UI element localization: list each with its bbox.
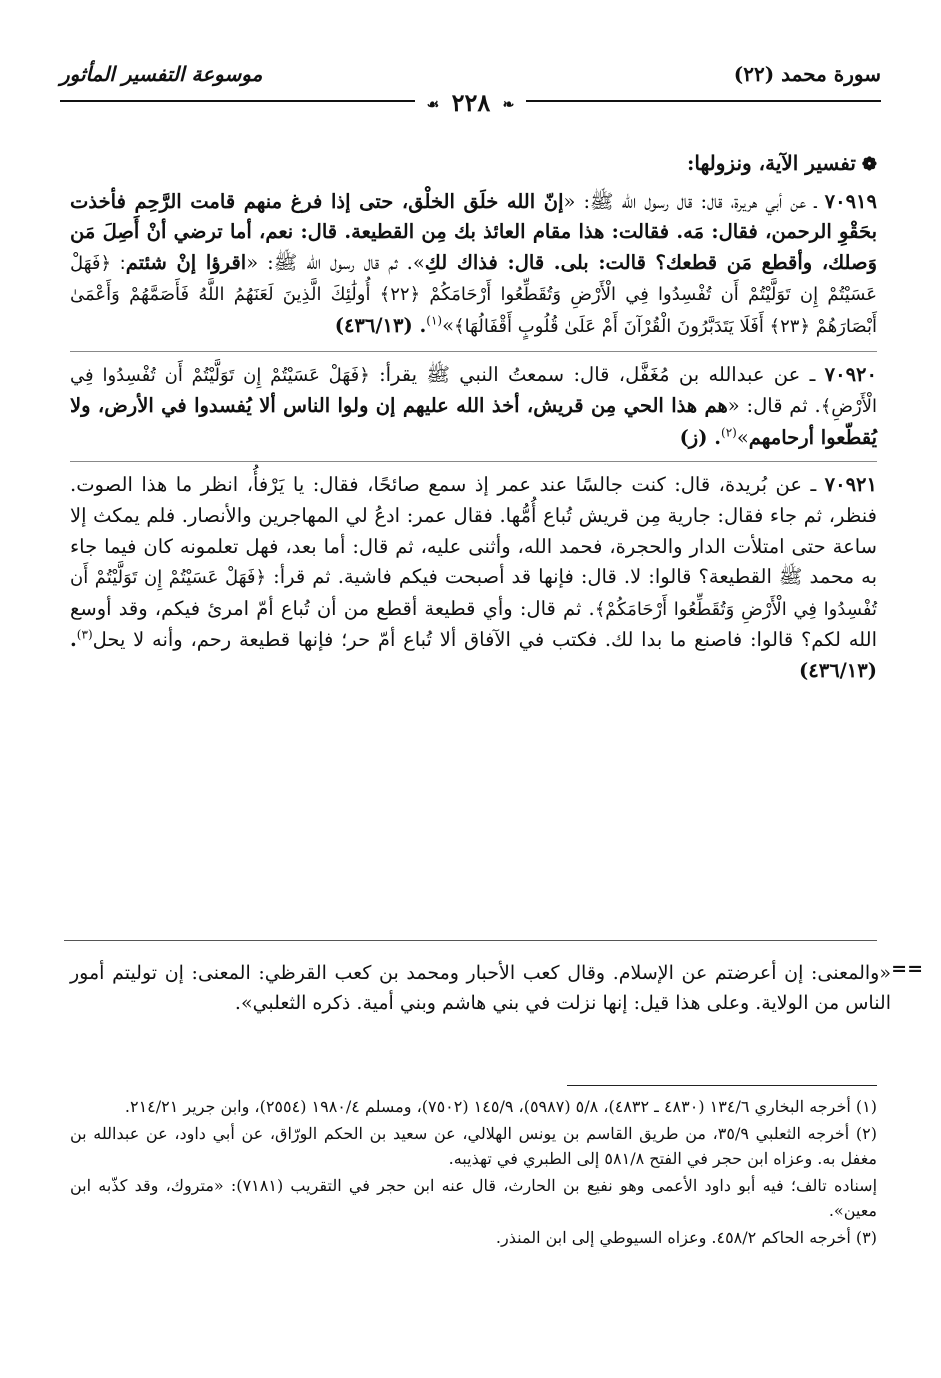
hadith-reference: . (٤٣٦/١٣) [70, 628, 877, 682]
hadith-mid: ». ثم قال رسول الله ﷺ: « [246, 250, 425, 274]
flower-icon: ❁ [861, 154, 877, 175]
hadith-lead: ـ عن عبدالله بن مُغَفَّل، قال: سمعتُ النبي ﷺ يقرأ: [369, 362, 825, 386]
quran-verse: : ﴿فَهَلْ عَسَيْتُمْ إِن تَوَلَّيْتُمْ أَن تُفْسِدُوا فِي الْأَرْضِ وَتُقَطِّعُوا أَرْحَامَكُمْ ﴿٢٢﴾ أُولَٰئِكَ الَّذِينَ لَعَنَهُمُ اللَّهُ فَأَصَمَّهُمْ وَأَعْمَىٰ أَبْصَارَهُمْ ﴿٢٣﴾ أَفَلَا يَتَدَبَّرُونَ الْقُرْآنَ أَمْ عَلَىٰ قُلُوبٍ أَقْفَالُهَا﴾ [70, 252, 877, 337]
surah-title: سورة محمد (٢٢) [733, 62, 881, 86]
footnote: (٢) أخرجه الثعلبي ٣٥/٩، من طريق القاسم بن يونس الهلالي، عن سعيد بن الحكم الورّاق، عن أبي داود، عن عبدالله بن مغفل به. وعزاه ابن حجر في الفتح ٥٨١/٨ إلى الطبري في تهذيبه. [70, 1124, 877, 1168]
footnotes [70, 1094, 877, 1252]
page-number-box [415, 88, 527, 117]
hadith-entry [70, 470, 877, 694]
quran-verse: ﴿فَهَلْ عَسَيْتُمْ إِن تَوَلَّيْتُمْ أَن تُفْسِدُوا فِي الْأَرْضِ وَتُقَطِّعُوا أَرْحَامَكُمْ﴾ [70, 567, 877, 620]
hadith-bold-text: إنّ الله خلَق الخلْق، حتى إذا فرغ منهم قامت الرَّحِم فأخذت بحَقْوِ الرحمن، فقال: مَه. فقالت: هذا مقام العائذ بك مِن القطيعة. قال: نعم، أما ترضي أنْ أَصِلَ مَن وَصلك، وأقطع مَن قطعك؟ قالت: بلى. قال: فذاك لكِ [70, 189, 877, 274]
continuation-rule [64, 940, 877, 941]
book-title: موسوعة التفسير المأثور [60, 62, 263, 86]
footnote: (١) أخرجه البخاري ١٣٤/٦ (٤٨٣٠ ـ ٤٨٣٢)، ٥/٨ (٥٩٨٧)، ١٤٥/٩ (٧٥٠٢)، ومسلم ١٩٨٠/٤ (٢٥٥٤)، وابن جرير ٢١٤/٢١. [124, 1097, 877, 1116]
footnote-rule [567, 1085, 877, 1086]
hadith-lead: ـ عن أبي هريرة، قال: قال رسول الله ﷺ: « [563, 189, 825, 213]
hadith-number: ٧٠٩٢١ [824, 473, 877, 497]
ornament-right-icon: ☙ [426, 96, 440, 113]
hadith-end: » [442, 313, 455, 337]
continuation-mark: == [891, 958, 923, 980]
hadith-number: ٧٠٩١٩ [824, 189, 877, 213]
hadith-text: . ثم قال: وأي قطيعة أقطع من أن تُباع أمّ امرئ فيكم، وقد أوسع الله لكم؟ قالوا: فاصنع ما بدا لك. فكتب في الآفاق ألا تُباع أمّ حر؛ فإنها قطيعة رحم، وأنه لا يحل [70, 596, 877, 652]
section-title [70, 148, 877, 181]
hadith-bold-text: هم هذا الحي مِن قريش، أخذ الله عليهم إن ولوا الناس ألا يُفسدوا في الأرض، ولا يُقطّعوا أرحامهم [70, 394, 877, 449]
page-number-wrap [0, 88, 941, 117]
hadith-entry [70, 187, 877, 352]
quran-verse: ﴿فَهَلْ عَسَيْتُمْ إِن تَوَلَّيْتُمْ أَن تُفْسِدُوا فِي الْأَرْضِ﴾ [70, 364, 877, 418]
ornament-left-icon: ❧ [502, 96, 515, 113]
main-text [70, 148, 877, 703]
page-number: ٢٢٨ [451, 88, 491, 117]
hadith-number: ٧٠٩٢٠ [824, 362, 877, 386]
footnote: إسناده تالف؛ فيه أبو داود الأعمى وهو نفيع بن الحارث، قال عنه ابن حجر في التقريب (٧١٨١): «متروك، وقد كذّبه ابن معين». [70, 1176, 878, 1220]
hadith-reference: . (٤٣٦/١٣) [334, 313, 427, 337]
footnote-marker: (٣) [76, 627, 93, 642]
section-title-text: تفسير الآية، ونزولها: [686, 151, 856, 175]
hadith-text: ـ عن بُريدة، قال: كنت جالسًا عند عمر إذ سمع صائحًا، فقال: يا يَرْفأُ، انظر ما هذا الصوت. فنظر، ثم جاء فقال: جارية مِن قريش تُباع أُمُّها. فقال عمر: ادعُ لي المهاجرين والأنصار. فلم يمكث إلا ساعة حتى امتلأت الدار والحجرة، فحمد الله، وأثنى عليه، ثم قال: أما بعد، فهل تعلمونه كان فيما جاء به محمد ﷺ القطيعة؟ قالوا: لا. قال: فإنها قد أصبحت فيكم فاشية. ثم قرأ: [70, 473, 878, 589]
hadith-end: » [736, 425, 749, 449]
continuation-footnote: «والمعنى: إن أعرضتم عن الإسلام. وقال كعب الأحبار ومحمد بن كعب القرظي: المعنى: إن توليتم أمور الناس من الولاية. وعلى هذا قيل: إنها نزلت في بني هاشم وبني أمية. ذكره الثعلبي». [70, 962, 891, 1014]
hadith-bold-text: اقرؤا إنْ شئتم [125, 250, 247, 274]
footnote-marker: (٢) [721, 425, 737, 440]
hadith-entry [70, 360, 877, 463]
footnote: (٣) أخرجه الحاكم ٤٥٨/٢. وعزاه السيوطي إلى ابن المنذر. [495, 1228, 877, 1247]
hadith-reference: . (ز) [679, 425, 722, 449]
hadith-mid: . ثم قال: « [727, 394, 821, 418]
footnote-marker: (١) [426, 313, 443, 328]
